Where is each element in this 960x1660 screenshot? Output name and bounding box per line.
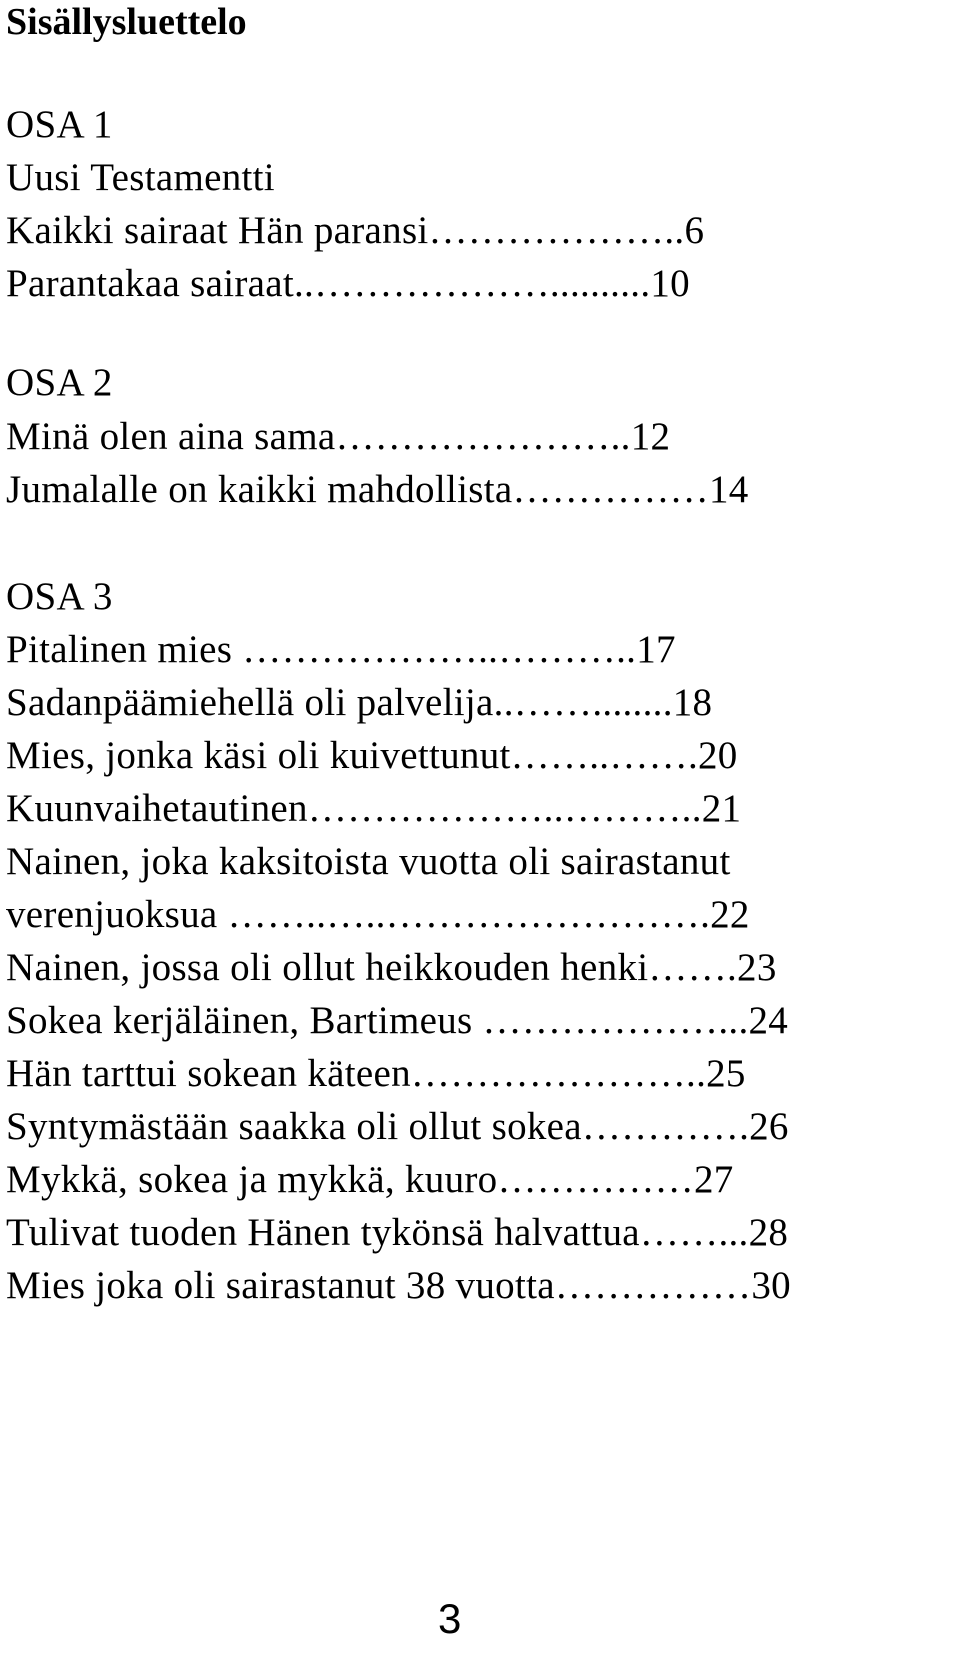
toc-entry: Jumalalle on kaikki mahdollista……………14: [6, 468, 749, 511]
toc-entry: Kuunvaihetautinen………………..………..21: [6, 787, 742, 830]
section-heading-osa-2: OSA 2: [6, 361, 113, 404]
toc-entry: Minä olen aina sama…………………..12: [6, 415, 671, 458]
toc-entry: Hän tarttui sokean käteen…………………..25: [6, 1052, 746, 1095]
toc-entry: Mies joka oli sairastanut 38 vuotta……………30: [6, 1264, 791, 1307]
section-heading-osa-3: OSA 3: [6, 575, 113, 618]
toc-entry: Nainen, jossa oli ollut heikkouden henki…….23: [6, 946, 777, 989]
toc-entry: Sadanpäämiehellä oli palvelija..……........18: [6, 681, 713, 724]
toc-entry: Tulivat tuoden Hänen tykönsä halvattua……...28: [6, 1211, 789, 1254]
section-subheading-uusi-testamentti: Uusi Testamentti: [6, 156, 275, 199]
page-number: 3: [438, 1595, 462, 1642]
toc-entry: Kaikki sairaat Hän paransi………………..6: [6, 209, 705, 252]
toc-entry: Nainen, joka kaksitoista vuotta oli sairastanut: [6, 840, 731, 883]
toc-title: Sisällysluettelo: [6, 1, 247, 43]
toc-entry: Sokea kerjäläinen, Bartimeus ………………...24: [6, 999, 789, 1042]
toc-entry: Pitalinen mies ………………..………..17: [6, 628, 676, 671]
toc-entry: Mykkä, sokea ja mykkä, kuuro……………27: [6, 1158, 734, 1201]
toc-entry: Syntymästään saakka oli ollut sokea………….26: [6, 1105, 789, 1148]
section-heading-osa-1: OSA 1: [6, 103, 113, 146]
toc-entry: Parantakaa sairaat..………………..........10: [6, 262, 690, 305]
toc-entry: Mies, jonka käsi oli kuivettunut……..…….20: [6, 734, 738, 777]
toc-entry: verenjuoksua ……..…..…………………….22: [6, 893, 750, 936]
